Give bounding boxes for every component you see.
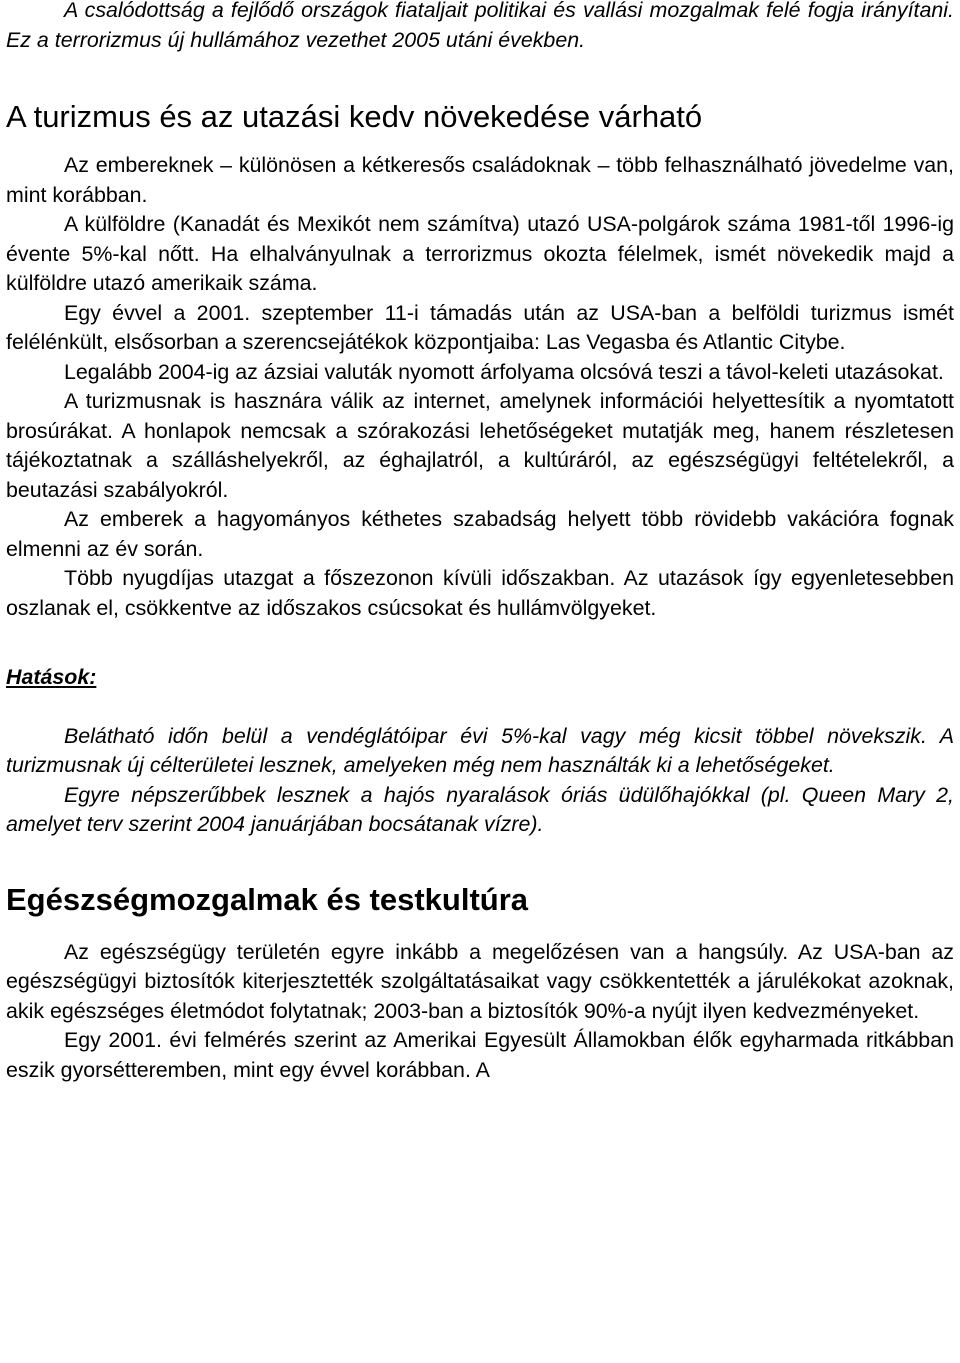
effects-paragraph-1: Belátható időn belül a vendéglátóipar évi 5%-kal vagy még kicsit többel növekszik. A turizmusnak új célterületei lesznek, amelyeken még nem használták ki a lehetőségeket. [6, 723, 954, 777]
intro-paragraph: A csalódottság a fejlődő országok fiataljait politikai és vallási mozgalmak felé fogja irányítani. Ez a terrorizmus új hullámához vezethet 2005 utáni években. [6, 0, 954, 52]
tourism-paragraph-4: Legalább 2004-ig az ázsiai valuták nyomott árfolyama olcsóvá teszi a távol-keleti utazásokat. [64, 359, 944, 384]
tourism-paragraph-7: Több nyugdíjas utazgat a főszezonon kívüli időszakban. Az utazások így egyenletesebben oszlanak el, csökkentve az időszakos csúcsokat és hullámvölgyeket. [6, 566, 954, 620]
document-page [6, 0, 954, 1085]
health-paragraph-1: Az egészségügy területén egyre inkább a megelőzésen van a hangsúly. Az USA-ban az egészségügyi biztosítók kiterjesztették szolgáltatásaikat vagy csökkentették a járulékokat azoknak, akik egészséges életmódot folytatnak; 2003-ban a biztosítók 90%-a nyújt ilyen kedvezményeket. [6, 939, 954, 1023]
tourism-paragraph-5: A turizmusnak is hasznára válik az internet, amelynek információi helyettesítik a nyomtatott brosúrákat. A honlapok nemcsak a szórakozási lehetőségeket mutatják meg, hanem részletesen tájékoztatnak a szálláshelyekről, az éghajlatról, a kultúráról, az egészségügyi feltételekről, a beutazási szabályokról. [6, 389, 954, 502]
effects-paragraph-2: Egyre népszerűbbek lesznek a hajós nyaralások óriás üdülőhajókkal (pl. Queen Mary 2, amelyet terv szerint 2004 januárjában bocsátanak vízre). [6, 782, 954, 836]
tourism-paragraph-6: Az emberek a hagyományos kéthetes szabadság helyett több rövidebb vakációra fognak elmenni az év során. [6, 507, 954, 561]
effects-heading: Hatások: [6, 665, 97, 689]
tourism-paragraph-2: A külföldre (Kanadát és Mexikót nem számítva) utazó USA-polgárok száma 1981-től 1996-ig évente 5%-kal nőtt. Ha elhalványulnak a terrorizmus okozta félelmek, ismét növekedik majd a külföldre utazó amerikaik száma. [6, 212, 954, 295]
tourism-paragraph-3: Egy évvel a 2001. szeptember 11-i támadás után az USA-ban a belföldi turizmus ismét felélénkült, elsősorban a szerencsejátékok központjaiba: Las Vegasba és Atlantic Citybe. [6, 300, 954, 354]
tourism-heading: A turizmus és az utazási kedv növekedése várható [6, 99, 703, 134]
health-paragraph-2: Egy 2001. évi felmérés szerint az Amerikai Egyesült Államokban élők egyharmada ritkábban eszik gyorsétteremben, mint egy évvel korábban. A [6, 1028, 954, 1082]
tourism-paragraph-1: Az embereknek – különösen a kétkeresős családoknak – több felhasználható jövedelme van, mint korábban. [6, 153, 954, 207]
health-heading: Egészségmozgalmak és testkultúra [6, 881, 529, 917]
